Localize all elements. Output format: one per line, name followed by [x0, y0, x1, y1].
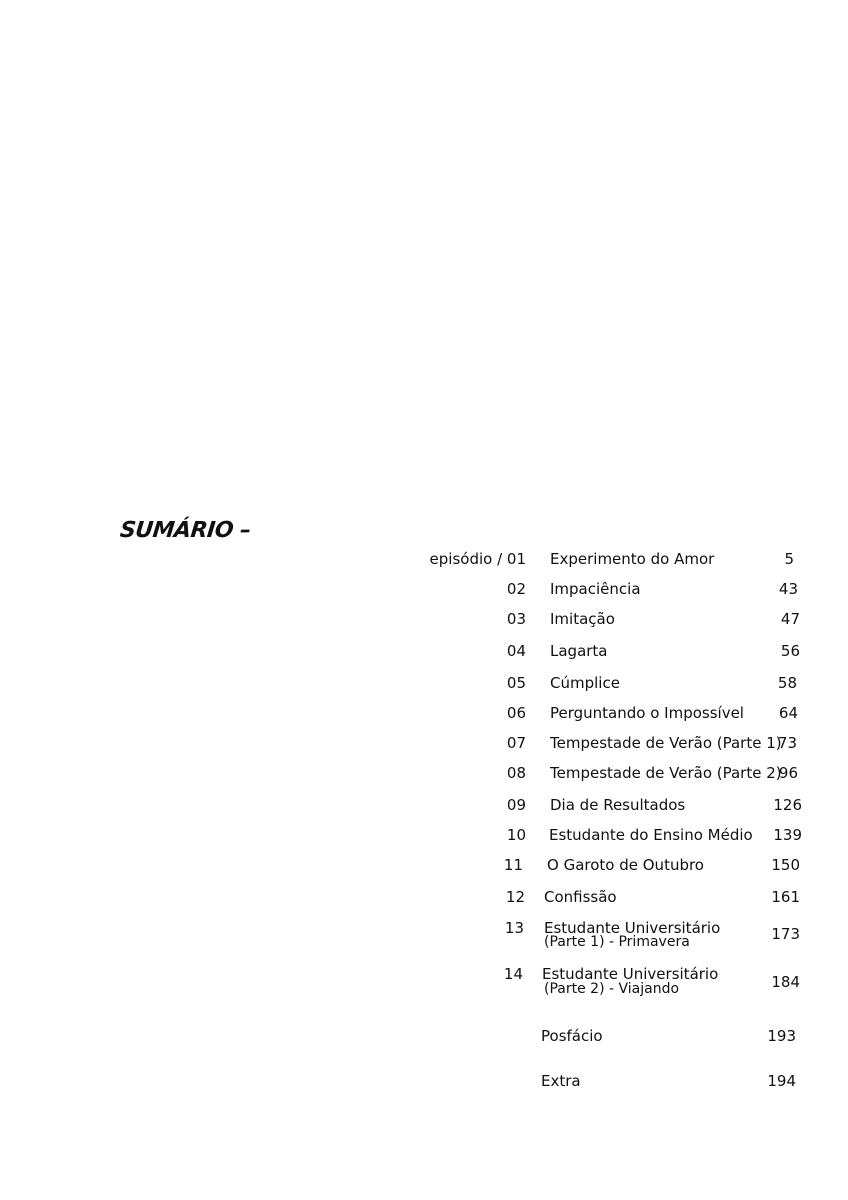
toc-heading: SUMÁRIO –	[118, 518, 252, 543]
page-number: 56	[780, 642, 800, 660]
episode-number: 02	[506, 580, 526, 598]
page-number: 150	[771, 856, 800, 874]
episode-number: 06	[506, 704, 526, 722]
entry-title: Confissão	[544, 888, 617, 906]
page-number: 184	[771, 973, 800, 991]
entry-title: Extra	[541, 1072, 581, 1090]
episode-number: 11	[503, 856, 523, 874]
entry-title: Estudante do Ensino Médio	[549, 826, 753, 844]
entry-title: Cúmplice	[550, 674, 620, 692]
episode-number: 07	[506, 734, 526, 752]
entry-title: Posfácio	[541, 1027, 603, 1045]
entry-title: Tempestade de Verão (Parte 1)	[550, 734, 782, 752]
episode-number: 09	[506, 796, 526, 814]
episode-number: 05	[506, 674, 526, 692]
episode-number: episódio / 01	[429, 550, 526, 568]
entry-title-line-1: Estudante Universitário	[544, 919, 721, 937]
entry-title: Lagarta	[550, 642, 608, 660]
episode-number: 13	[504, 919, 524, 937]
page-number: 194	[767, 1072, 796, 1090]
page-number: 161	[771, 888, 800, 906]
page-number: 64	[778, 704, 798, 722]
episode-number: 08	[506, 764, 526, 782]
episode-number: 14	[503, 965, 523, 983]
page-number: 47	[780, 610, 800, 628]
entry-title: Dia de Resultados	[550, 796, 686, 814]
page-number: 58	[777, 674, 797, 692]
episode-number: 12	[505, 888, 525, 906]
page-number: 43	[778, 580, 798, 598]
entry-title-line-2: (Parte 1) - Primavera	[544, 934, 690, 950]
entry-title: Tempestade de Verão (Parte 2)	[550, 764, 782, 782]
page-number: 5	[784, 550, 794, 568]
entry-title: Imitação	[550, 610, 615, 628]
entry-title-line-1: Estudante Universitário	[542, 965, 719, 983]
entry-title: O Garoto de Outubro	[547, 856, 704, 874]
entry-title: Perguntando o Impossível	[550, 704, 744, 722]
page-number: 73	[777, 734, 797, 752]
page-number: 96	[778, 764, 798, 782]
entry-title-line-2: (Parte 2) - Viajando	[544, 981, 680, 997]
page-number: 126	[773, 796, 802, 814]
episode-number: 03	[506, 610, 526, 628]
episode-number: 04	[506, 642, 526, 660]
page-number: 193	[767, 1027, 796, 1045]
page-number: 173	[771, 925, 800, 943]
entry-title: Impaciência	[550, 580, 641, 598]
entry-title: Experimento do Amor	[550, 550, 715, 568]
page-number: 139	[773, 826, 802, 844]
episode-number: 10	[506, 826, 526, 844]
